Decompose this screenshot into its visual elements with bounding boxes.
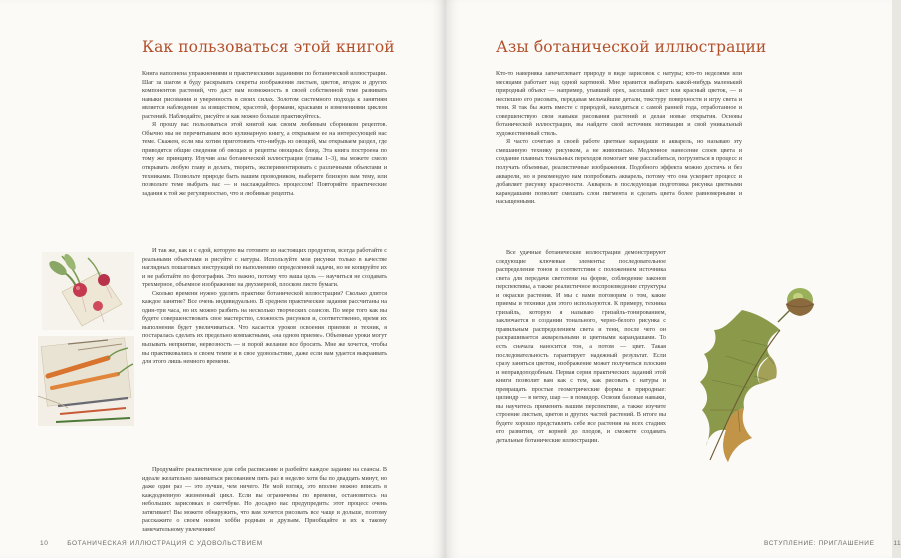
left-page (0, 0, 446, 558)
paragraph: Продумайте реалистичное для себя расписание и разбейте каждое задание на сеансы. В идеале желательно заниматься рисованием пять раз в неделю хотя бы по двадцать минут, но даже один раз — это лучше, чем ничего. Не мой взгляд, это вполне можно вписать в каждодневную жизненный цикл. Если вы ограничены по времени, остановитесь на небольших зарисовках в скетчбуке. Но досадно вас предупредить: этот процесс очень затягивает! Вы можете обнаружить, что вам хочется рисовать все чаще и дольше, поэтому расскажите о своем новом хобби родным и друзьям. Приобщайте и их к такому замечательному увлечению! (142, 467, 387, 533)
right-page-title: Азы ботанической иллюстрации (496, 38, 767, 56)
running-head: БОТАНИЧЕСКАЯ ИЛЛЮСТРАЦИЯ С УДОВОЛЬСТВИЕМ (67, 540, 263, 547)
radish-illustration (42, 252, 134, 330)
paragraph: Я часто сочетаю в своей работе цветные карандаши и акварель, но называю эту смешанную технику рисунком, а не живописью. Медленное нанесение слоев цвета и создание плавных тональных переходов помогает мне расслабиться, погрузиться в процесс и получать объемные, реалистичные изображения. Подобного эффекта можно достичь и без акварели, но я рекомендую вам попробовать акварель, потому что она ускоряет процесс и добавляет рисунку красочности. Акварель в последующая подготовка рисунка цветными карандашами позволит смешать слои пигмента и сделать цвета более равномерными и насыщенными. (496, 139, 742, 206)
left-page-title: Как пользоваться этой книгой (142, 38, 395, 56)
oak-leaf-acorn-illustration (682, 270, 832, 470)
right-page (446, 0, 901, 558)
running-head: ВСТУПЛЕНИЕ: ПРИГЛАШЕНИЕ (764, 540, 875, 547)
right-page-body-column (496, 249, 666, 446)
paragraph: Книга наполнена упражнениями и практическими заданиями по ботанической иллюстрации. Шаг за шагом я буду раскрывать секреты изображения листьев, цветов, ягодок и других компонентов растений, что даст вам возможность в своей собственной теме развивать навыки рисования и уверенность в своих силах. Золотом системного подхода к занятиям является наблюдение за изяществом, красотой, формами, красками и изменениями циклом растений. Наблюдайте, рисуйте и как можно больше практикуйтесь. (142, 71, 387, 120)
paragraph: И так же, как и с едой, которую вы готовите из настоящих продуктов, всегда работайте с реальными объектами и рисуйте с натуры. Используйте мои рисунки только в качестве наглядных пошаговых инструкций по выполнению определенной задачи, но не копируйте их и не работайте по фотографии. Это важно, потому что ваша цель — научиться не создавать трехмерное, объемное изображение на двухмерной, плоском листе бумаги. (142, 248, 387, 289)
paragraph: Все удачные ботанические иллюстрации демонстрируют следующие ключевые элементы: последовательное распределение тонов в соответствии с положением источника света для передачи светотени на форме, соблюдение законов перспективы, а также реалистичное воспроизведение структуры и окраски растения. И мы с вами поговорим о том, какие приемы и техники для этого используются. К примеру, техника гризайль, которую я называю гризайль-тонированием, заключается в создании тонального, черно-белого рисунка с правильным распределением света и тени, после чего он раскрашивается акварельными и цветными карандашами. То есть сначала наносится тон, а потом — цвет. Такая последовательность гарантирует надежный результат. Если сразу заняться цветом, изображение может получиться плоским и неправдоподобным. Первая серия практических заданий этой книги позволит вам как с тем, как рисовать с натуры и превращать простые геометрические формы в природные: цилиндр — в ветку, шар — в помидор. Освоив базовые навыки, вы научитесь применять вашим перспективе, а также изучите строение листьев, цветов и других частей растений. В итоге вы будете хорошо представлять себе все растения на всех стадиях его развития, от корней до плодов, и сможете создавать детальные ботанические иллюстрации. (496, 250, 666, 445)
paragraph: Сколько времени нужно уделять практике ботанической иллюстрации? Сколько длится каждое занятие? Все очень индивидуально. В среднем практические задания рассчитаны на один-три часа, но их можно разбить на несколько творческих сеансов. По мере того как вы будете совершенствовать свое мастерство, сложность рисунков и, соответственно, время их выполнения будет увеличиваться. Что касается уроков освоения приемов и техник, я постаралась сделать их предельно компактными, «на одном приеме». Объемные уроки могут вызывать неприятие, нервозность — и порой желание все бросить. Мне же хочется, чтобы вы практиковались в своем темпе и в свое удовольствие, даже если вам удается выкраивать для этого лишь немного времени. (142, 290, 387, 366)
page-number: 10 (40, 540, 49, 547)
left-page-folio (40, 540, 263, 547)
right-page-folio (764, 540, 901, 547)
oak-leaf-acorn-illustration-icon (682, 270, 832, 470)
right-page-body-top (496, 70, 742, 207)
carrots-pencils-illustration (38, 336, 134, 426)
carrots-pencils-illustration-icon (38, 336, 134, 426)
radish-illustration-icon (42, 252, 134, 330)
left-page-body-bottom (142, 466, 387, 534)
left-page-body-top (142, 70, 387, 198)
left-page-body-middle (142, 247, 387, 367)
paragraph: Я прошу вас пользоваться этой книгой как своим любимым сборником рецептов. Обычно мы не перечитываем всю кулинарную книгу, а открываем ее на интересующей нас теме. Скажем, если мы хотим приготовить что-нибудь из овощей, мы открываем раздел, где приводятся общие сведения об овощах и рецепты овощных блюд. Эта книга построена по тому же принципу. Изучив азы ботанической иллюстрации (главы 1–3), вы можете смело открывать любую главу и делать, творить, экспериментировать с различными объектами и техниками. Позвольте природе быть вашим проводником, выберите близкую вам тему, или позвольте теме выбрать вас — и наслаждайтесь процессом! Повторяйте практические задания к той же регулярностью, что и любимые рецепты. (142, 122, 387, 197)
page-number: 11 (893, 540, 901, 547)
paragraph: Кто-то наверняка запечатлевает природу в виде зарисовок с натуры; кто-то неделями или месяцами работает над одной картиной. Мне нравится выбирать какой-нибудь маленький природный объект — например, упавший орех, засохший лист или красный цветок, — и неспешно его рисовать, передавая мельчайшие детали, текстуру поверхности и игру света и тени. Я так бы жить вместе с природой, находиться с самой ранней года, отработанное и совершенствую свои навыки рисования растений и делая новые открытия. Основы ботанической иллюстрации, вы найдете свой источник мотивации и свой уникальный художественный стиль. (496, 71, 742, 137)
